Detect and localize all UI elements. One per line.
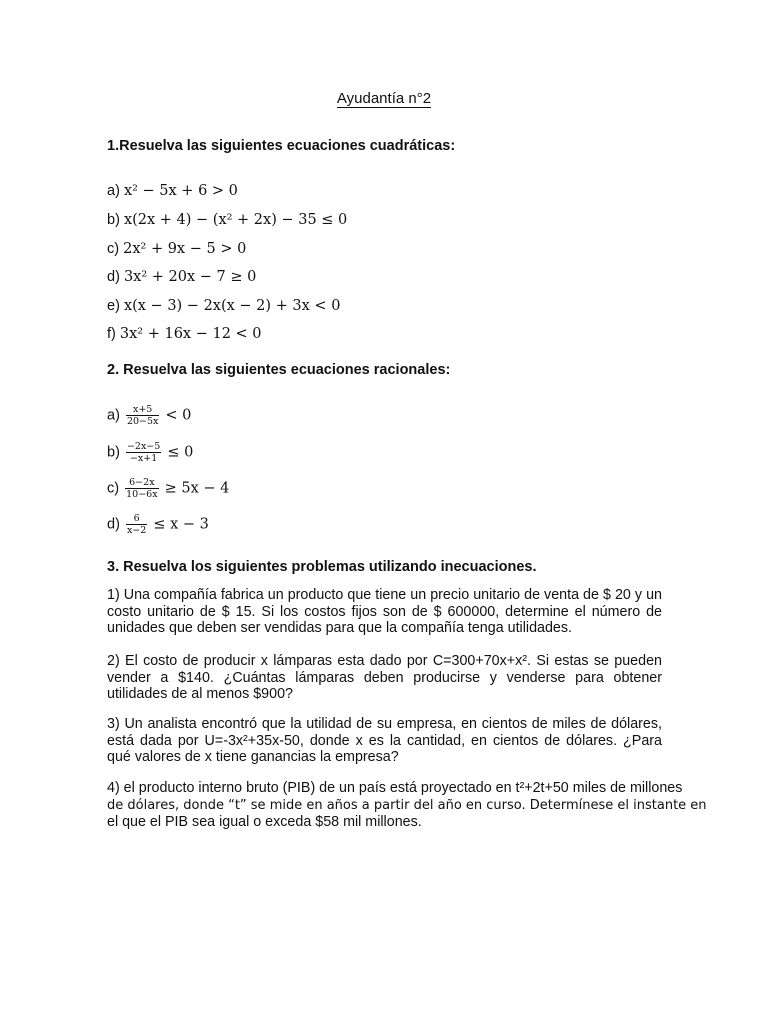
rational-item-d: d) $\frac{6}{x-2}$ ≤ x − 3 [107,513,209,536]
rational-item-b: b) $\frac{-2x-5}{-x+1}$ ≤ 0 [107,441,194,464]
quadratic-item-e: e) x(x − 3) − 2x(x − 2) + 3x < 0 [107,298,341,314]
problem-4: 4) el producto interno bruto (PIB) de un país está proyectado en t²+2t+50 miles de millones de dólares, donde “t” se mide en años a partir del año en curso. Determínese el instante en el que el PIB sea igual o exceda $58 mil millones. [107,780,707,830]
quadratic-item-a: a) x² − 5x + 6 > 0 [107,183,238,199]
fraction: $\frac{-2x-5}{-x+1}$ [126,441,161,464]
problem-1: 1) Una compañía fabrica un producto que tiene un precio unitario de venta de $ 20 y un costo unitario de $ 15. Si los costos fijos son de $ 600000, determine el número de unidades que deben ser vendidas para que la compañía tenga utilidades. [107,587,662,636]
quadratic-item-c: c) 2x² + 9x − 5 > 0 [107,241,247,257]
quadratic-item-b: b) x(2x + 4) − (x² + 2x) − 35 ≤ 0 [107,212,348,228]
rational-item-a: a) $\frac{x+5}{20-5x}$ < 0 [107,404,192,427]
section2-heading: 2. Resuelva las siguientes ecuaciones racionales: [107,362,451,378]
fraction: $\frac{6}{x-2}$ [126,513,147,536]
section3-heading: 3. Resuelva los siguientes problemas utilizando inecuaciones. [107,559,537,575]
rational-item-c: c) $\frac{6-2x}{10-6x}$ ≥ 5x − 4 [107,477,230,500]
fraction: $\frac{6-2x}{10-6x}$ [126,477,158,500]
quadratic-item-f: f) 3x² + 16x − 12 < 0 [107,326,262,342]
section1-heading: 1.Resuelva las siguientes ecuaciones cuadráticas: [107,138,456,154]
quadratic-item-d: d) 3x² + 20x − 7 ≥ 0 [107,269,257,285]
problem-2: 2) El costo de producir x lámparas esta dado por C=300+70x+x². Si estas se pueden vender a $140. ¿Cuántas lámparas deben producirse y venderse para obtener utilidades de al menos $900? [107,653,662,702]
problem-3: 3) Un analista encontró que la utilidad de su empresa, en cientos de miles de dólares, está dada por U=-3x²+35x-50, donde x es la cantidad, en cientos de dólares. ¿Para qué valores de x tiene ganancias la empresa? [107,716,662,765]
document-title: Ayudantía n°2 [336,90,432,107]
fraction: $\frac{x+5}{20-5x}$ [126,404,159,427]
